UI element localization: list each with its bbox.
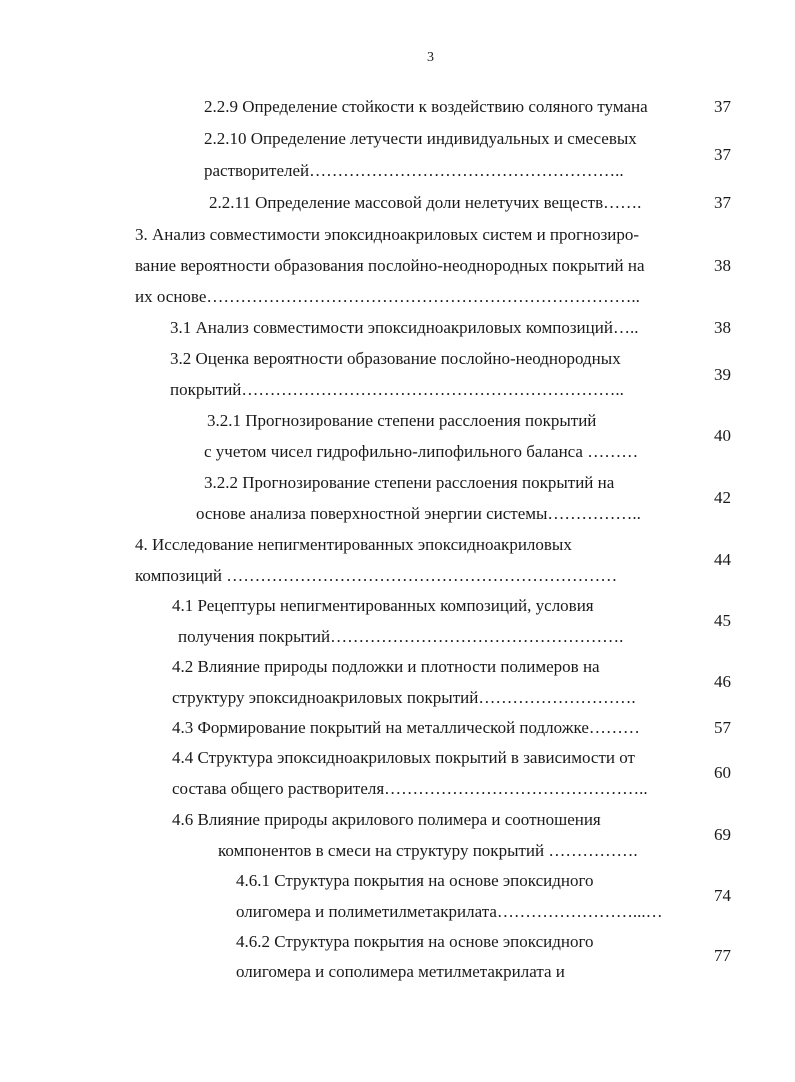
toc-entry-text: 3.1 Анализ совместимости эпоксидноакриловых композиций….. bbox=[170, 318, 639, 337]
toc-page-number: 38 bbox=[714, 256, 731, 275]
toc-page-number: 37 bbox=[714, 97, 731, 116]
toc-entry-text: композиций …………………………………………………………… bbox=[135, 566, 618, 585]
toc-entry-text: олигомера и полиметилметакрилата……………………...… bbox=[236, 902, 663, 921]
toc-page-number: 74 bbox=[714, 886, 731, 905]
toc-page-number: 45 bbox=[714, 611, 731, 630]
toc-entry-text: основе анализа поверхностной энергии системы…………….. bbox=[196, 504, 641, 523]
toc-page-number: 37 bbox=[714, 145, 731, 164]
page-number: 3 bbox=[427, 50, 434, 65]
toc-entry-text: 4.1 Рецептуры непигментированных композиций, условия bbox=[172, 596, 594, 615]
toc-entry-text: покрытий………………………………………………………….. bbox=[170, 380, 624, 399]
toc-entry-text: получения покрытий……………………………………………. bbox=[178, 627, 624, 646]
toc-entry-text: 4.3 Формирование покрытий на металлической подложке……… bbox=[172, 718, 640, 737]
toc-entry-text: компонентов в смеси на структуру покрытий ……………. bbox=[218, 841, 638, 860]
toc-page-number: 42 bbox=[714, 488, 731, 507]
toc-entry-text: вание вероятности образования послойно-неоднородных покрытий на bbox=[135, 256, 645, 275]
toc-page-number: 57 bbox=[714, 718, 731, 737]
toc-entry-text: 2.2.9 Определение стойкости к воздействию соляного тумана bbox=[204, 97, 648, 116]
toc-entry-text: растворителей……………………………………………….. bbox=[204, 161, 624, 180]
toc-entry-text: 3.2.1 Прогнозирование степени расслоения покрытий bbox=[207, 411, 597, 430]
toc-entry-text: 2.2.10 Определение летучести индивидуальных и смесевых bbox=[204, 129, 637, 148]
toc-entry-text: их основе………………………………………………………………….. bbox=[135, 287, 640, 306]
toc-page-number: 69 bbox=[714, 825, 731, 844]
toc-page-number: 60 bbox=[714, 763, 731, 782]
toc-page-number: 40 bbox=[714, 426, 731, 445]
toc-entry-text: 4.6.1 Структура покрытия на основе эпоксидного bbox=[236, 871, 594, 890]
toc-entry-text: 4.2 Влияние природы подложки и плотности полимеров на bbox=[172, 657, 600, 676]
toc-entry-text: 3.2 Оценка вероятности образование послойно-неоднородных bbox=[170, 349, 621, 368]
toc-entry-text: 3.2.2 Прогнозирование степени расслоения покрытий на bbox=[204, 473, 615, 492]
toc-page-number: 38 bbox=[714, 318, 731, 337]
toc-entry-text: с учетом чисел гидрофильно-липофильного баланса ……… bbox=[204, 442, 639, 461]
toc-page-number: 46 bbox=[714, 672, 731, 691]
toc-entry-text: 4. Исследование непигментированных эпоксидноакриловых bbox=[135, 535, 572, 554]
toc-entry-text: 2.2.11 Определение массовой доли нелетучих веществ……. bbox=[209, 193, 642, 212]
toc-entry-text: состава общего растворителя……………………………………….. bbox=[172, 779, 648, 798]
toc-entry-text: 4.4 Структура эпоксидноакриловых покрытий в зависимости от bbox=[172, 748, 635, 767]
toc-page-number: 44 bbox=[714, 550, 731, 569]
toc-entry-text: 4.6 Влияние природы акрилового полимера и соотношения bbox=[172, 810, 601, 829]
toc-entry-text: олигомера и сополимера метилметакрилата и bbox=[236, 962, 565, 981]
toc-page-number: 77 bbox=[714, 946, 731, 965]
toc-entry-text: структуру эпоксидноакриловых покрытий………………………. bbox=[172, 688, 636, 707]
toc-entry-text: 3. Анализ совместимости эпоксидноакриловых систем и прогнозиро- bbox=[135, 225, 640, 244]
toc-entry-text: 4.6.2 Структура покрытия на основе эпоксидного bbox=[236, 932, 594, 951]
toc-page-number: 37 bbox=[714, 193, 731, 212]
toc-page-number: 39 bbox=[714, 365, 731, 384]
